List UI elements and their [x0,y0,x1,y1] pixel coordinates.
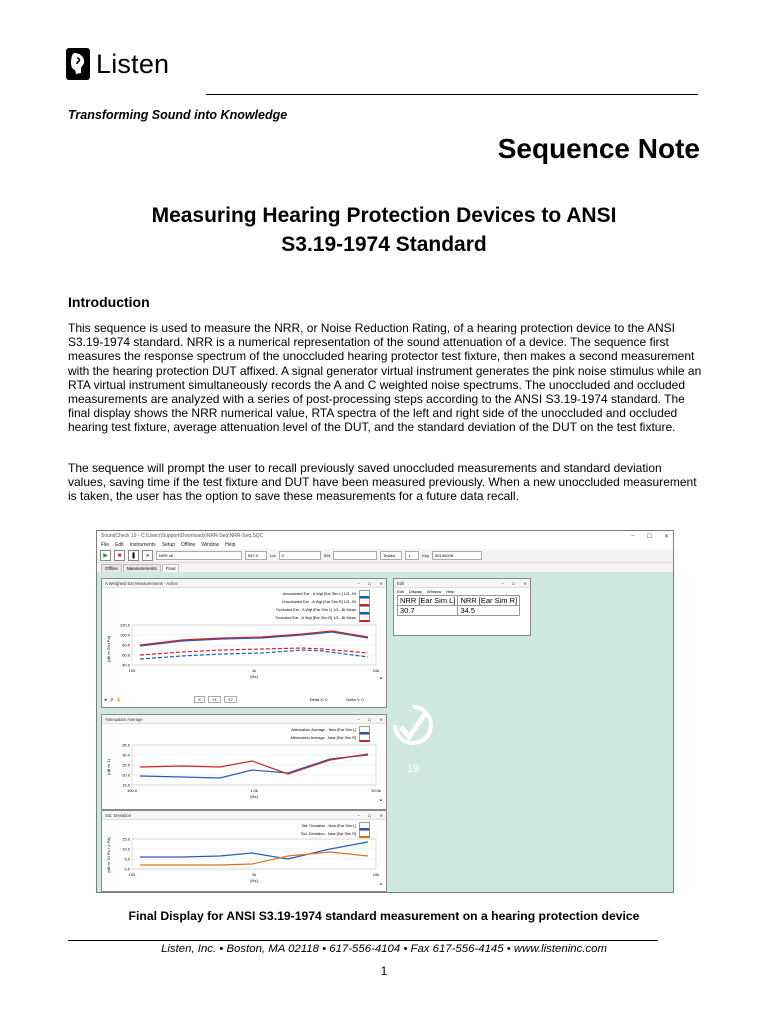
y-axis-label: [dB re 20u Pa] [106,636,111,662]
lot-field[interactable]: 0 [279,551,321,560]
nrr-value-left: 30.7 [398,606,458,616]
x-unit: [Hz] [250,794,258,799]
std-dev-right-line [140,852,368,865]
key-label: Key [422,553,430,558]
delta-y: Delta Y: 0 [346,697,364,702]
occluded-right-line [140,648,368,655]
std-dev-left-line [140,842,368,859]
logo [66,48,169,80]
zoom-icon[interactable]: ⚲ [110,697,114,702]
legend-label: Unoccluded Ear - A Wgt [Ear Sim R] 1/3...Br [281,599,356,604]
sequence-select[interactable]: NRR v6 [156,551,242,560]
x-tick: 100.0 [126,788,138,793]
chevron-down-icon[interactable]: ⌄ [378,880,384,887]
maximize-icon[interactable]: ☐ [367,580,372,586]
legend-label: Occluded Ear - A Wgt [Ear Sim R] 1/3...Br Mean [275,615,356,620]
a-weighted-window [101,578,387,708]
y-tick: 35.0 [122,743,130,748]
legend-label: Std. Deviation - New [Ear Sim R] [300,831,356,836]
soundcheck-screenshot [96,530,674,893]
menu-file[interactable]: File [101,542,110,548]
red-line-icon [359,598,370,606]
maximize-icon[interactable]: ☐ [646,533,652,540]
y-tick: 15.0 [122,782,130,788]
legend-item [275,606,370,614]
menu-window[interactable]: Window [201,542,220,548]
occluded-left-line [140,650,368,659]
legend-item [290,734,370,742]
y2-cursor-button[interactable]: Y2 [224,696,237,703]
std-deviation-plot [102,837,386,889]
window-title: Attenuation Average [105,716,143,722]
window-titlebar [102,811,386,820]
maximize-icon[interactable]: ☐ [367,812,372,818]
figure-caption: Final Display for ANSI S3.19-1974 standard measurement on a hearing protection device [128,909,640,923]
minimize-icon[interactable]: – [357,716,360,722]
x-unit: [Hz] [250,674,258,679]
app-menubar [97,541,673,549]
y-tick: 10.0 [122,846,130,852]
key-field: 82100008 [432,551,482,560]
sn-field[interactable] [333,551,377,560]
title-line-1: Measuring Hearing Protection Devices to ANSI [151,204,617,227]
window-title: Std. Deviation [105,812,132,818]
legend-label: Occluded Ear - A Wgt [Ear Sim L] 1/3...Br Mean [276,607,356,612]
nrr-value-right: 34.5 [458,606,520,616]
page-number: 1 [380,964,388,978]
x-tick: 1.0k [250,788,258,793]
a-weighted-plot [102,619,386,691]
nrr-menubar [394,588,530,595]
nrr-table [397,595,520,616]
cursor-toolbar [104,696,364,703]
listen-logo-icon [66,48,90,80]
x-unit: [Hz] [250,878,258,883]
y-tick: 30.0 [122,752,130,758]
app-title: SoundCheck 19 - C:\Users\Support\Downloads\NRR-Seq\NRR-Seq.SQC [101,533,264,539]
document-title [60,201,708,259]
attenuation-right-line [140,754,368,774]
pause-icon[interactable]: ❚ [128,550,139,561]
blue-line-icon [359,590,370,598]
blue-line-icon [359,606,370,614]
nrr-window [393,578,531,636]
app-toolbar [97,549,673,563]
window-titlebar [102,715,386,724]
legend [275,590,370,622]
legend-item [275,590,370,598]
intro-heading: Introduction [68,294,150,310]
y-tick: 5.0 [124,856,130,862]
nrr-header-right: NRR [Ear Sim R] [458,596,520,606]
x-tick: 10.0k [371,788,381,793]
close-icon[interactable]: ✕ [663,533,669,540]
window-title: Edit [397,580,405,586]
menu-offline[interactable]: Offline [180,542,196,548]
header-rule [206,94,698,95]
legend [301,822,370,838]
sn-label: S/N [323,553,331,558]
minimize-icon[interactable]: – [357,580,360,586]
y-tick: 80.0 [122,642,130,648]
y-axis-label: [dB re 1] [106,759,111,775]
y1-cursor-button[interactable]: Y1 [208,696,221,703]
x-tick: 100 [128,668,136,673]
window-title: A Weighted Ear Measurements - Active [105,580,178,586]
menu-help[interactable]: Help [225,542,236,548]
workspace [97,572,673,892]
y-tick: 40.0 [122,662,130,668]
menu-instruments[interactable]: Instruments [129,542,156,548]
tab-measurements[interactable]: Measurements [123,564,161,572]
x-cursor-button[interactable]: X [194,696,205,703]
table-row [398,606,520,616]
y-tick: 0.0 [124,866,130,872]
arrow-cursor-icon[interactable]: ➤ [104,697,108,702]
x-tick: 10k [372,668,380,673]
y-tick: 60.0 [122,652,130,658]
blue-line-icon [359,822,370,830]
x-tick: 10k [372,872,380,877]
legend-label: Std. Deviation - New [Ear Sim L] [301,823,356,828]
legend-label: Attenuation Average - New [Ear Sim L] [291,727,356,732]
y-tick: 120.0 [119,622,130,628]
brand-name: Listen [96,48,170,79]
tested-label: Tested [380,551,402,560]
legend-item [275,598,370,606]
menu-edit[interactable]: Edit [115,542,124,548]
y-axis-label: [dB re 20 Pa / 1 Pa] [106,837,111,873]
doc-type: Sequence Note [497,133,700,164]
intro-paragraph-1: This sequence is used to measure the NRR, or Noise Reduction Rating, of a hearing protection device to the ANSI S3.19-1974 standard. NRR is a numerical representation of the sound attenuation of a device. The sequence first measures the response spectrum of the unoccluded hearing protector test fixture, then makes a second measurement with the hearing protection DUT affixed. A signal generator virtual instrument generates the pink noise stimulus while an RTA virtual instrument simultaneously records the A and C weighted noise spectrums. The unoccluded and occluded measurements are analyzed with a series of post-processing steps according to the ANSI S3.19-1974 standard. The final display shows the NRR numerical value, RTA spectra of the left and right side of the unoccluded and occluded hearing test fixture, average attenuation level of the DUT, and the standard deviation of the DUT on the test fixture. [68,321,702,435]
intro-paragraph-2: The sequence will prompt the user to recall previously saved unoccluded measurements and standard deviation values, saving time if the test fixture and DUT have been measured previously. When a new unoccluded measurement is taken, the user has the option to save these measurements for a future data recall. [68,461,697,504]
footer: Listen, Inc. • Boston, MA 02118 • 617-556-4104 • Fax 617-556-4145 • www.listeninc.com [161,943,607,955]
nrr-menu-display[interactable]: Display [408,589,423,594]
minimize-icon[interactable]: – [357,812,360,818]
menu-setup[interactable]: Setup [161,542,175,548]
x-tick: 1k [251,872,257,877]
legend-label: Unoccluded Ear - A Wgt [Ear Sim L] 1/3...Br [282,591,356,596]
footer-rule [68,940,658,941]
legend [290,726,370,742]
window-titlebar [102,579,386,588]
table-header-row [398,596,520,606]
y-tick: 15.0 [122,837,130,842]
x-tick: 100 [128,872,136,877]
soundcheck-watermark-icon [387,697,437,757]
close-icon[interactable]: ✕ [379,580,383,586]
close-icon[interactable]: ✕ [379,716,383,722]
y-tick: 20.0 [122,772,130,778]
app-titlebar [97,531,673,541]
legend-label: Attenuation Average - New [Ear Sim R] [290,735,356,740]
blue-line-icon [359,726,370,734]
unoccluded-left-line [140,632,368,646]
y-tick: 25.0 [122,762,130,768]
counter-field: 547.0 [245,551,267,560]
x-tick: 1k [251,668,257,673]
red-line-icon [359,734,370,742]
nrr-menu-help[interactable]: Help [446,589,455,594]
tested-count: 1 [405,551,419,560]
tagline: Transforming Sound into Knowledge [68,108,288,122]
legend-item [301,822,370,830]
hand-icon[interactable]: ✋ [116,697,122,702]
maximize-icon[interactable]: ☐ [367,716,372,722]
stop-icon[interactable]: ■ [114,550,125,561]
nrr-menu-edit[interactable]: Edit [397,589,404,594]
title-line-2: S3.19-1974 Standard [281,233,487,256]
std-deviation-window [101,810,387,892]
close-icon[interactable]: ✕ [379,812,383,818]
close-icon[interactable]: ✕ [523,580,527,586]
maximize-icon[interactable]: ☐ [511,580,516,586]
y-tick: 100.0 [119,632,130,638]
window-titlebar [394,579,530,588]
nrr-menu-window[interactable]: Window [427,589,442,594]
watermark-version: 19 [407,763,420,775]
legend-item [290,726,370,734]
tab-offline[interactable]: Offline [101,564,122,572]
lot-label: Lot [270,553,276,558]
attenuation-plot [102,743,386,807]
attenuation-average-window [101,714,387,810]
run-icon[interactable]: ▶ [100,550,111,561]
tab-final[interactable]: Final [162,564,180,572]
nrr-header-left: NRR [Ear Sim L] [398,596,458,606]
chevron-down-icon[interactable]: ⌄ [378,796,384,803]
minimize-icon[interactable]: – [631,532,635,539]
delta-x: Delta X: 0 [309,697,328,702]
chevron-down-icon[interactable]: ⌄ [378,674,384,681]
step-icon[interactable]: » [142,550,153,561]
minimize-icon[interactable]: – [501,580,504,586]
